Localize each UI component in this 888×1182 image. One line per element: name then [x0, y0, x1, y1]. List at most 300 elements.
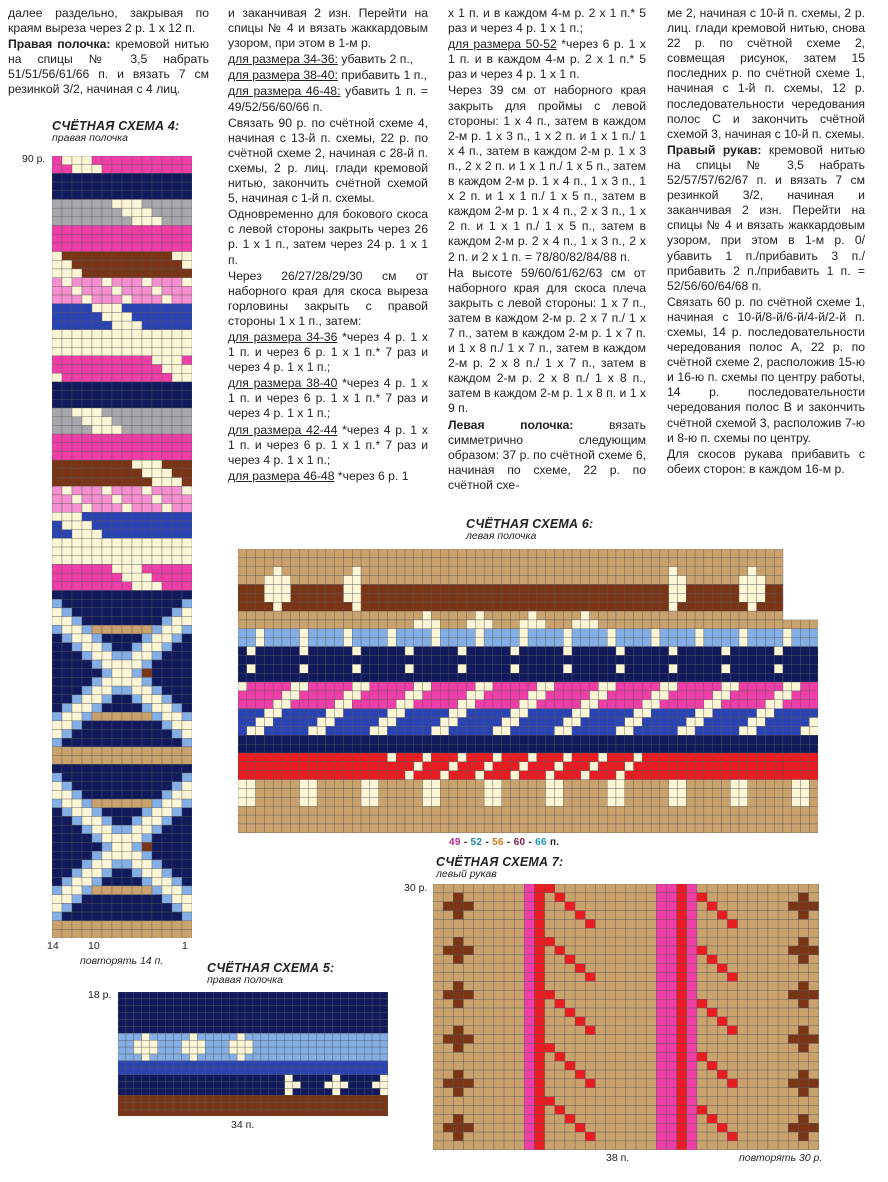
grid-cell: [463, 1088, 473, 1097]
grid-cell: [112, 721, 122, 730]
grid-cell: [172, 486, 182, 495]
grid-cell: [458, 771, 467, 780]
grid-cell: [92, 165, 102, 174]
grid-cell: [458, 664, 467, 673]
grid-cell: [126, 1075, 134, 1082]
grid-cell: [253, 1088, 261, 1095]
grid-cell: [768, 981, 778, 990]
grid-cell: [687, 1070, 697, 1079]
grid-cell: [343, 602, 352, 611]
grid-cell: [361, 576, 370, 585]
grid-cell: [132, 504, 142, 513]
grid-cell: [440, 788, 449, 797]
grid-cell: [293, 1006, 301, 1013]
grid-cell: [352, 549, 361, 558]
grid-cell: [317, 1102, 325, 1109]
grid-cell: [237, 1095, 245, 1102]
grid-cell: [545, 1043, 555, 1052]
grid-cell: [370, 673, 379, 682]
grid-cell: [443, 911, 453, 920]
grid-cell: [273, 602, 282, 611]
grid-cell: [768, 1017, 778, 1026]
grid-cell: [102, 825, 112, 834]
grid-cell: [291, 700, 300, 709]
grid-cell: [52, 669, 62, 678]
grid-cell: [510, 549, 519, 558]
grid-cell: [590, 647, 599, 656]
grid-cell: [229, 1054, 237, 1061]
grid-cell: [449, 815, 458, 824]
grid-cell: [493, 771, 502, 780]
grid-cell: [261, 1095, 269, 1102]
grid-cell: [52, 417, 62, 426]
grid-cell: [565, 902, 575, 911]
grid-cell: [102, 721, 112, 730]
grid-cell: [433, 1088, 443, 1097]
grid-cell: [721, 744, 730, 753]
grid-cell: [713, 762, 722, 771]
grid-cell: [273, 762, 282, 771]
grid-cell: [651, 691, 660, 700]
grid-cell: [152, 260, 162, 269]
grid-cell: [332, 1013, 340, 1020]
grid-cell: [748, 946, 758, 955]
grid-cell: [162, 504, 172, 513]
grid-cell: [616, 1061, 626, 1070]
grid-cell: [414, 762, 423, 771]
grid-cell: [546, 673, 555, 682]
grid-cell: [112, 504, 122, 513]
grid-cell: [92, 425, 102, 434]
grid-cell: [102, 504, 112, 513]
grid-cell: [291, 629, 300, 638]
grid-cell: [636, 884, 646, 893]
grid-cell: [572, 762, 581, 771]
grid-cell: [765, 620, 774, 629]
grid-cell: [405, 638, 414, 647]
grid-cell: [317, 1075, 325, 1082]
grid-cell: [335, 771, 344, 780]
grid-cell: [122, 851, 132, 860]
grid-cell: [379, 682, 388, 691]
grid-cell: [122, 208, 132, 217]
grid-cell: [598, 718, 607, 727]
grid-cell: [721, 638, 730, 647]
grid-cell: [308, 762, 317, 771]
grid-cell: [82, 790, 92, 799]
grid-cell: [102, 434, 112, 443]
grid-cell: [152, 417, 162, 426]
grid-cell: [300, 744, 309, 753]
grid-cell: [152, 156, 162, 165]
grid-cell: [162, 721, 172, 730]
grid-cell: [768, 937, 778, 946]
grid-cell: [484, 753, 493, 762]
grid-cell: [150, 1075, 158, 1082]
grid-cell: [126, 1033, 134, 1040]
grid-cell: [52, 582, 62, 591]
grid-cell: [463, 1052, 473, 1061]
grid-cell: [172, 278, 182, 287]
grid-cell: [474, 1106, 484, 1115]
grid-cell: [340, 1054, 348, 1061]
grid-cell: [256, 602, 265, 611]
grid-cell: [616, 735, 625, 744]
grid-cell: [162, 243, 172, 252]
grid-cell: [431, 682, 440, 691]
grid-cell: [528, 780, 537, 789]
grid-cell: [707, 1097, 717, 1106]
grid-cell: [301, 1109, 309, 1116]
grid-cell: [189, 1054, 197, 1061]
grid-cell: [172, 547, 182, 556]
grid-cell: [634, 611, 643, 620]
grid-cell: [317, 806, 326, 815]
grid-cell: [343, 664, 352, 673]
grid-cell: [778, 1035, 788, 1044]
grid-cell: [152, 660, 162, 669]
grid-cell: [62, 338, 72, 347]
grid-cell: [387, 771, 396, 780]
grid-cell: [308, 647, 317, 656]
grid-cell: [82, 799, 92, 808]
grid-cell: [112, 304, 122, 313]
grid-cell: [122, 677, 132, 686]
grid-cell: [273, 558, 282, 567]
grid-cell: [52, 591, 62, 600]
grid-cell: [704, 549, 713, 558]
grid-cell: [361, 788, 370, 797]
grid-cell: [636, 981, 646, 990]
grid-cell: [554, 629, 563, 638]
grid-cell: [484, 771, 493, 780]
grid-cell: [162, 591, 172, 600]
grid-cell: [581, 744, 590, 753]
grid-cell: [423, 611, 432, 620]
grid-cell: [555, 1026, 565, 1035]
grid-cell: [326, 788, 335, 797]
grid-cell: [554, 806, 563, 815]
grid-cell: [132, 365, 142, 374]
grid-cell: [213, 1006, 221, 1013]
grid-cell: [765, 673, 774, 682]
grid-cell: [695, 753, 704, 762]
grid-cell: [809, 718, 818, 727]
grid-cell: [440, 638, 449, 647]
grid-cell: [546, 806, 555, 815]
grid-cell: [102, 512, 112, 521]
grid-cell: [317, 593, 326, 602]
grid-cell: [238, 788, 247, 797]
grid-cell: [519, 700, 528, 709]
grid-cell: [62, 912, 72, 921]
grid-cell: [721, 735, 730, 744]
grid-cell: [152, 703, 162, 712]
grid-cell: [739, 709, 748, 718]
grid-cell: [340, 1047, 348, 1054]
grid-cell: [112, 373, 122, 382]
grid-cell: [162, 547, 172, 556]
grid-cell: [768, 964, 778, 973]
grid-cell: [92, 173, 102, 182]
grid-cell: [102, 790, 112, 799]
grid-cell: [474, 1088, 484, 1097]
grid-cell: [475, 788, 484, 797]
grid-cell: [748, 655, 757, 664]
grid-cell: [162, 582, 172, 591]
size-56: 56: [492, 837, 504, 848]
grid-cell: [92, 582, 102, 591]
grid-cell: [162, 886, 172, 895]
grid-cell: [324, 1102, 332, 1109]
grid-cell: [142, 1040, 150, 1047]
grid-cell: [142, 816, 152, 825]
grid-cell: [370, 655, 379, 664]
grid-cell: [158, 1075, 166, 1082]
grid-cell: [229, 1020, 237, 1027]
grid-cell: [245, 1020, 253, 1027]
grid-cell: [237, 1054, 245, 1061]
grid-cell: [713, 602, 722, 611]
grid-cell: [172, 182, 182, 191]
grid-cell: [651, 771, 660, 780]
grid-cell: [646, 955, 656, 964]
grid-cell: [264, 797, 273, 806]
grid-cell: [166, 1102, 174, 1109]
grid-cell: [405, 700, 414, 709]
grid-cell: [379, 815, 388, 824]
grid-cell: [458, 718, 467, 727]
grid-cell: [757, 788, 766, 797]
grid-cell: [757, 611, 766, 620]
grid-cell: [528, 593, 537, 602]
grid-cell: [238, 620, 247, 629]
grid-cell: [134, 999, 142, 1006]
grid-cell: [598, 744, 607, 753]
grid-cell: [783, 700, 792, 709]
grid-cell: [102, 643, 112, 652]
grid-cell: [152, 929, 162, 938]
grid-cell: [182, 738, 192, 747]
grid-cell: [565, 1035, 575, 1044]
grid-cell: [132, 843, 142, 852]
grid-cell: [757, 700, 766, 709]
grid-cell: [309, 1082, 317, 1089]
grid-cell: [396, 762, 405, 771]
grid-cell: [656, 946, 666, 955]
grid-cell: [396, 655, 405, 664]
grid-cell: [102, 321, 112, 330]
grid-cell: [545, 1097, 555, 1106]
grid-cell: [687, 937, 697, 946]
grid-cell: [484, 718, 493, 727]
grid-cell: [52, 295, 62, 304]
grid-cell: [82, 929, 92, 938]
grid-cell: [739, 611, 748, 620]
grid-cell: [463, 937, 473, 946]
grid-cell: [607, 709, 616, 718]
grid-cell: [379, 593, 388, 602]
grid-cell: [277, 1102, 285, 1109]
grid-cell: [431, 709, 440, 718]
grid-cell: [132, 217, 142, 226]
grid-cell: [669, 726, 678, 735]
grid-cell: [484, 593, 493, 602]
grid-cell: [291, 824, 300, 833]
grid-cell: [269, 1020, 277, 1027]
grid-cell: [352, 700, 361, 709]
grid-cell: [704, 620, 713, 629]
grid-cell: [414, 691, 423, 700]
grid-cell: [581, 700, 590, 709]
grid-cell: [713, 771, 722, 780]
grid-cell: [449, 602, 458, 611]
paragraph-text: убавить 1 п. = 49/52/56/60/66 п.: [228, 84, 428, 114]
grid-cell: [677, 946, 687, 955]
grid-cell: [484, 937, 494, 946]
grid-cell: [738, 1043, 748, 1052]
grid-cell: [112, 217, 122, 226]
grid-cell: [370, 780, 379, 789]
grid-cell: [162, 799, 172, 808]
grid-cell: [634, 549, 643, 558]
grid-cell: [528, 638, 537, 647]
grid-cell: [291, 797, 300, 806]
grid-cell: [118, 1082, 126, 1089]
grid-cell: [545, 990, 555, 999]
grid-cell: [285, 999, 293, 1006]
grid-cell: [92, 295, 102, 304]
grid-cell: [102, 843, 112, 852]
grid-cell: [380, 992, 388, 999]
grid-cell: [197, 1020, 205, 1027]
grid-cell: [581, 620, 590, 629]
grid-cell: [778, 928, 788, 937]
grid-cell: [546, 682, 555, 691]
grid-cell: [717, 1035, 727, 1044]
grid-cell: [502, 709, 511, 718]
grid-cell: [189, 1102, 197, 1109]
grid-cell: [765, 815, 774, 824]
grid-cell: [309, 1095, 317, 1102]
grid-cell: [463, 999, 473, 1008]
grid-cell: [467, 602, 476, 611]
grid-cell: [581, 673, 590, 682]
grid-cell: [162, 634, 172, 643]
grid-cell: [660, 718, 669, 727]
grid-cell: [396, 602, 405, 611]
grid-cell: [370, 744, 379, 753]
grid-cell: [809, 1043, 819, 1052]
grid-cell: [102, 382, 112, 391]
grid-cell: [774, 762, 783, 771]
grid-cell: [792, 673, 801, 682]
grid-cell: [142, 382, 152, 391]
grid-cell: [152, 252, 162, 261]
grid-cell: [502, 744, 511, 753]
grid-cell: [162, 347, 172, 356]
grid-cell: [774, 709, 783, 718]
grid-cell: [453, 919, 463, 928]
grid-cell: [52, 469, 62, 478]
grid-cell: [774, 771, 783, 780]
grid-cell: [72, 912, 82, 921]
grid-cell: [132, 460, 142, 469]
grid-cell: [585, 1043, 595, 1052]
grid-cell: [449, 806, 458, 815]
grid-cell: [112, 173, 122, 182]
grid-cell: [616, 1043, 626, 1052]
grid-cell: [738, 1008, 748, 1017]
grid-cell: [660, 558, 669, 567]
grid-cell: [132, 538, 142, 547]
grid-cell: [253, 999, 261, 1006]
grid-cell: [182, 564, 192, 573]
grid-cell: [182, 451, 192, 460]
grid-cell: [62, 478, 72, 487]
size-label: для размера 38-40: [228, 376, 338, 391]
grid-cell: [405, 620, 414, 629]
grid-cell: [132, 286, 142, 295]
grid-cell: [172, 669, 182, 678]
grid-cell: [372, 1006, 380, 1013]
grid-cell: [748, 620, 757, 629]
grid-cell: [757, 771, 766, 780]
grid-cell: [269, 999, 277, 1006]
grid-cell: [510, 602, 519, 611]
grid-cell: [433, 919, 443, 928]
grid-cell: [595, 1079, 605, 1088]
grid-cell: [172, 478, 182, 487]
grid-cell: [142, 425, 152, 434]
grid-cell: [293, 1061, 301, 1068]
grid-cell: [458, 593, 467, 602]
grid-cell: [646, 1008, 656, 1017]
grid-cell: [72, 712, 82, 721]
grid-cell: [364, 1068, 372, 1075]
grid-cell: [379, 584, 388, 593]
grid-cell: [738, 1026, 748, 1035]
grid-cell: [162, 460, 172, 469]
grid-cell: [132, 695, 142, 704]
grid-cell: [443, 1017, 453, 1026]
grid-cell: [182, 512, 192, 521]
grid-cell: [102, 869, 112, 878]
grid-cell: [809, 981, 819, 990]
grid-cell: [524, 1088, 534, 1097]
grid-cell: [102, 451, 112, 460]
grid-cell: [774, 726, 783, 735]
grid-cell: [616, 593, 625, 602]
grid-cell: [309, 1054, 317, 1061]
grid-cell: [317, 744, 326, 753]
grid-cell: [730, 611, 739, 620]
grid-cell: [636, 955, 646, 964]
grid-cell: [172, 816, 182, 825]
grid-cell: [634, 620, 643, 629]
grid-cell: [502, 593, 511, 602]
grid-cell: [264, 762, 273, 771]
grid-cell: [197, 1061, 205, 1068]
grid-cell: [607, 664, 616, 673]
grid-cell: [308, 797, 317, 806]
grid-cell: [132, 208, 142, 217]
grid-cell: [414, 709, 423, 718]
grid-cell: [62, 747, 72, 756]
grid-cell: [182, 425, 192, 434]
grid-cell: [510, 673, 519, 682]
grid-cell: [677, 1043, 687, 1052]
